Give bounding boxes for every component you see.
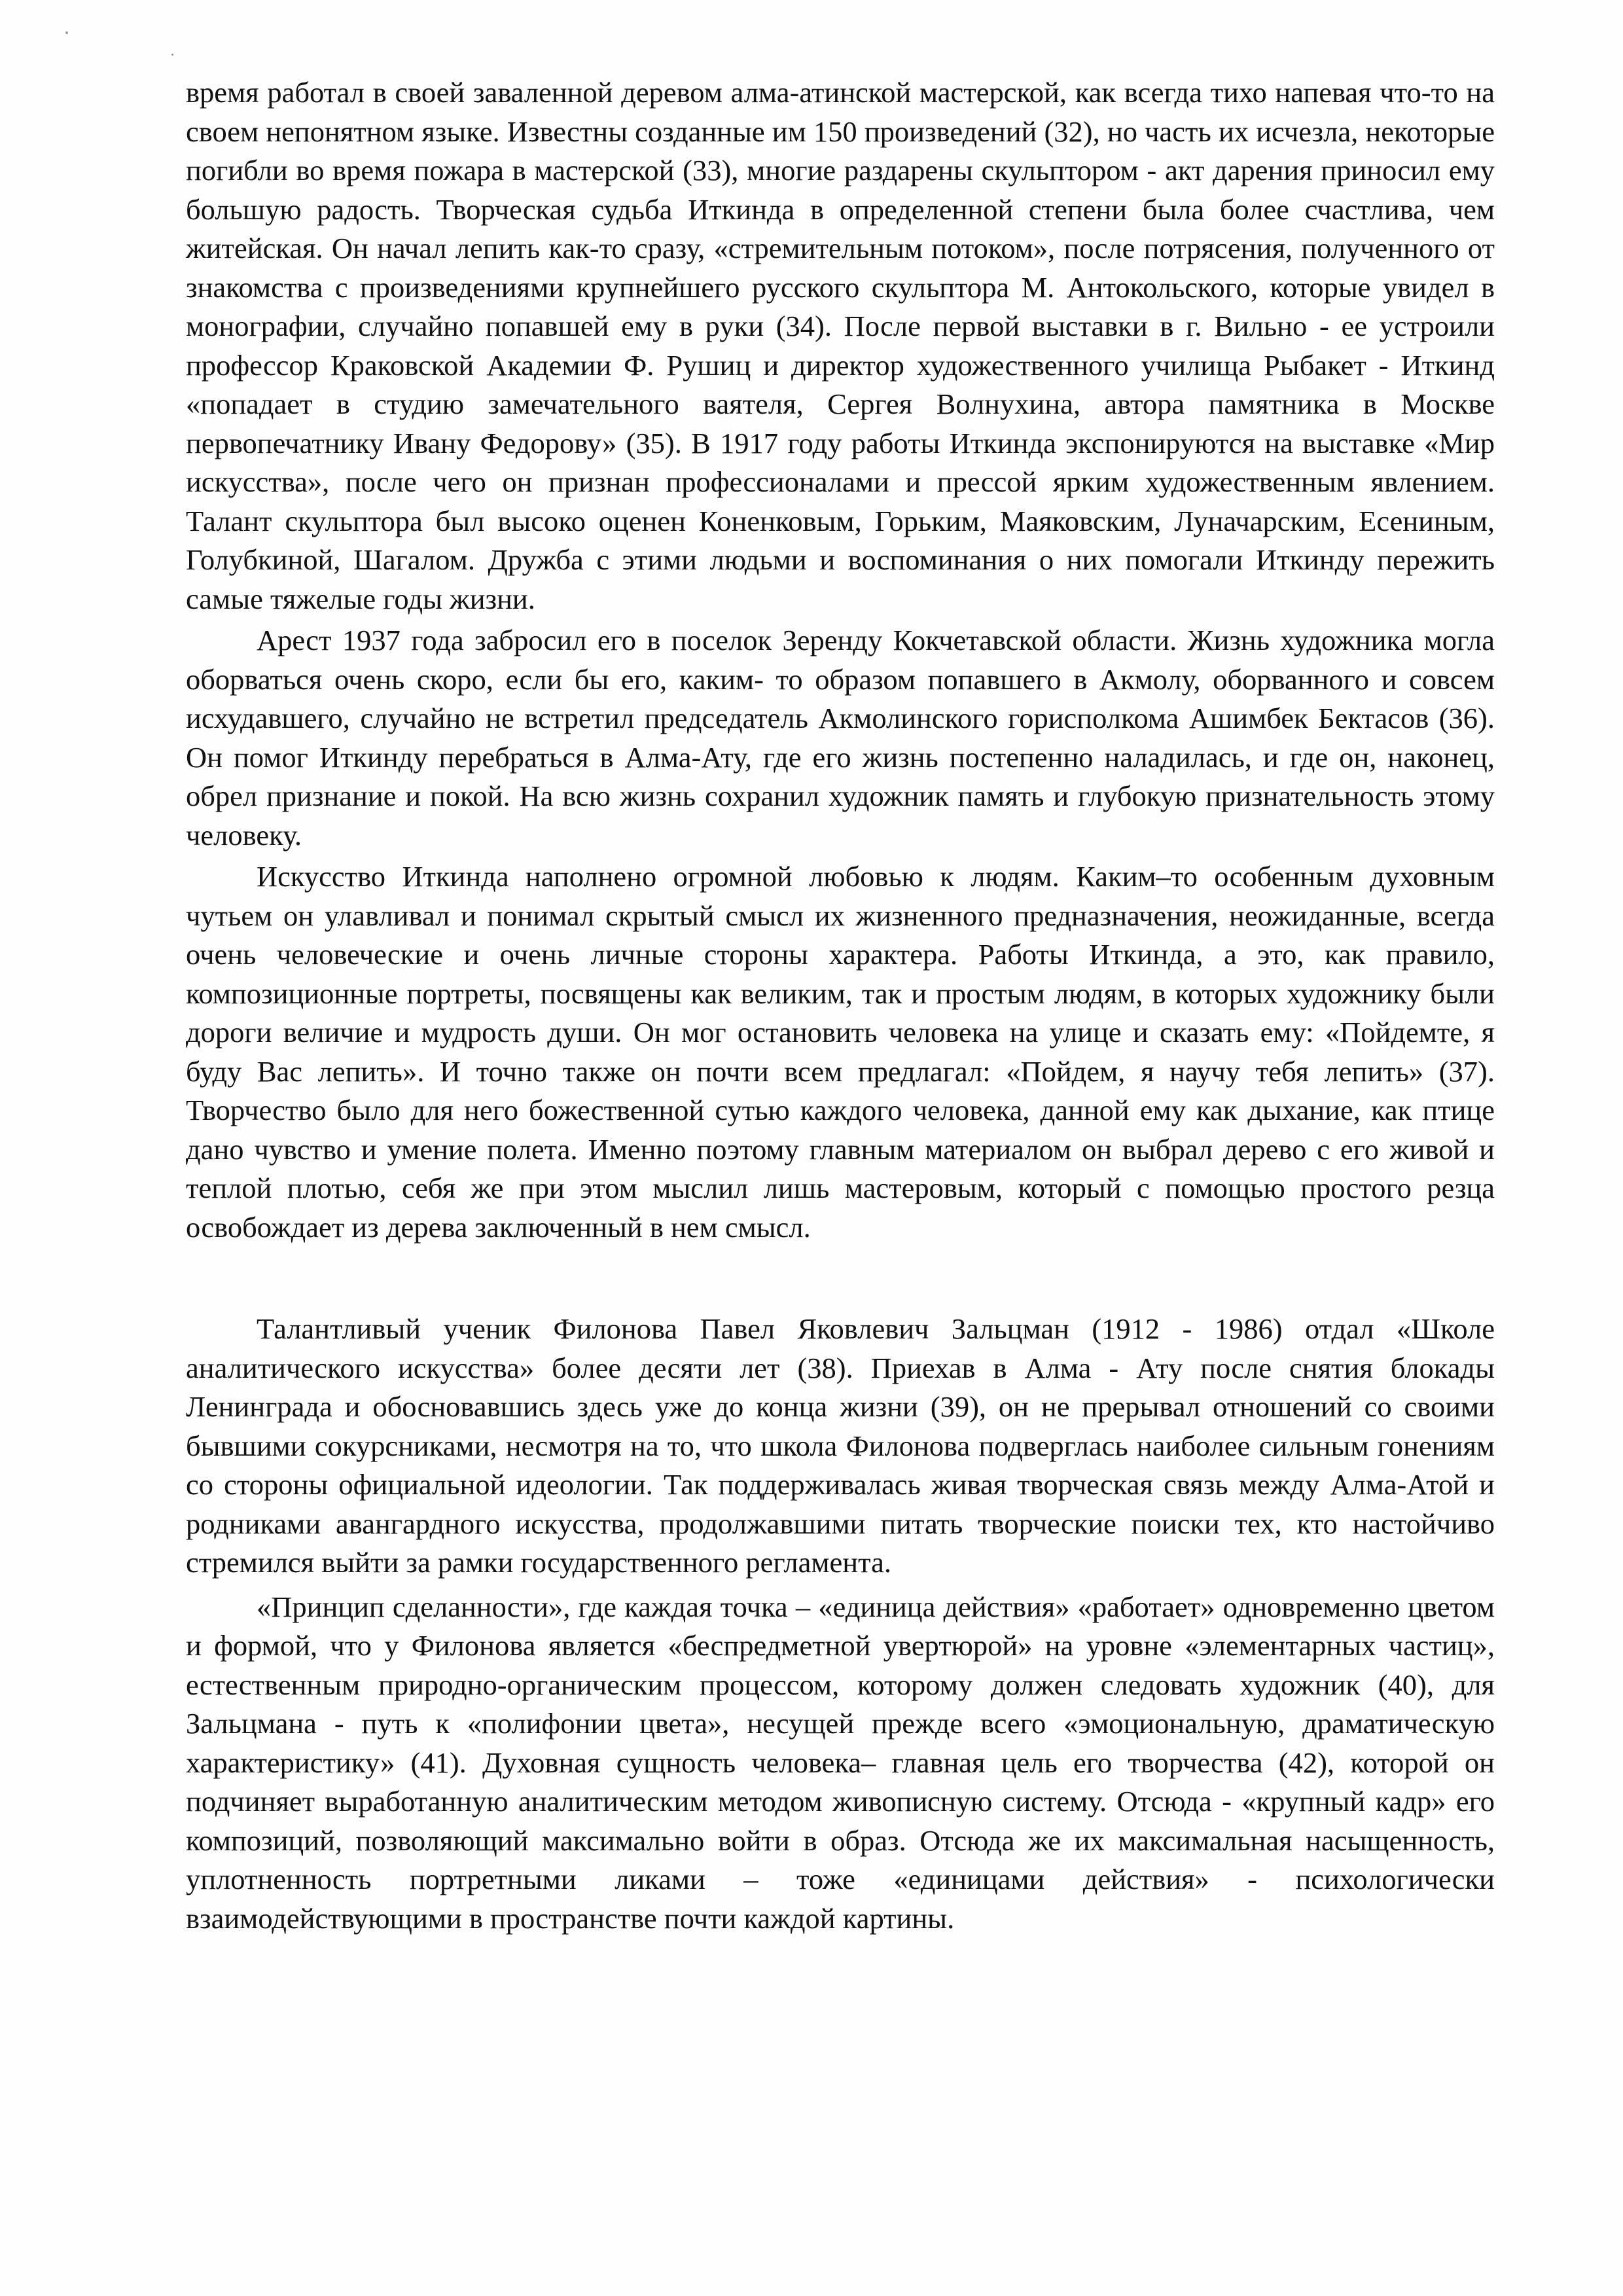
paragraph-itkind-career: время работал в своей заваленной деревом алма-атинской мастерской, как всегда тихо напевая что-то на своем непонятном языке. Известны созданные им 150 произведений (32), но часть их исчезла, некоторые погибли во время пожара в мастерской (33), многие раздарены скульптором - акт дарения приносил ему большую радость. Творческая судьба Иткинда в определенной степени была более счастлива, чем житейская. Он начал лепить как-то сразу, «стремительным потоком», после потрясения, полученного от знакомства с произведениями крупнейшего русского скульптора М. Антокольского, которые увидел в монографии, случайно попавшей ему в руки (34). После первой выставки в г. Вильно - ее устроили профессор Краковской Академии Ф. Рушиц и директор художественного училища Рыбакет - Иткинд «попадает в студию замечательного ваятеля, Сергея Волнухина, автора памятника в Москве первопечатнику Ивану Федорову» (35). В 1917 году работы Иткинда экспонируются на выставке «Мир искусства», после чего он признан профессионалами и прессой ярким художественным явлением. Талант скульптора был высоко оценен Коненковым, Горьким, Маяковским, Луначарским, Есениным, Голубкиной, Шагалом. Дружба с этими людьми и воспоминания о них помогали Иткинду пережить самые тяжелые годы жизни. <box>186 76 1495 615</box>
paragraph-itkind-arrest: Арест 1937 года забросил его в поселок Зеренду Кокчетавской области. Жизнь художника могла оборваться очень скоро, если бы его, каким- то образом попавшего в Акмолу, оборванного и совсем исхудавшего, случайно не встретил председатель Акмолинского горисполкома Ашимбек Бектасов (36). Он помог Иткинду перебраться в Алма-Ату, где его жизнь постепенно наладилась, и где он, наконец, обрел признание и покой. На всю жизнь сохранил художник память и глубокую признательность этому человеку. <box>186 624 1495 852</box>
paragraph-principle: «Принцип сделанности», где каждая точка – «единица действия» «работает» одновременно цветом и формой, что у Филонова является «беспредметной увертюрой» на уровне «элементарных частиц», естественным природно-органическим процессом, которому должен следовать художник (40), для Зальцмана - путь к «полифонии цвета», несущей прежде всего «эмоциональную, драматическую характеристику» (41). Духовная сущность человека– главная цель его творчества (42), которой он подчиняет выработанную аналитическим методом живописную систему. Отсюда - «крупный кадр» его композиций, позволяющий максимально войти в образ. Отсюда же их максимальная насыщенность, уплотненность портретными ликами – тоже «единицами действия» - психологически взаимодействующими в пространстве почти каждой картины. <box>186 1590 1495 1935</box>
scan-speck <box>65 31 68 34</box>
body-text <box>186 73 1495 1938</box>
paragraph-itkind-art: Искусство Иткинда наполнено огромной любовью к людям. Каким–то особенным духовным чутьем он улавливал и понимал скрытый смысл их жизненного предназначения, неожиданные, всегда очень человеческие и очень личные стороны характера. Работы Иткинда, а это, как правило, композиционные портреты, посвящены как великим, так и простым людям, в которых художнику были дороги величие и мудрость души. Он мог остановить человека на улице и сказать ему: «Пойдемте, я буду Вас лепить». И точно также он почти всем предлагал: «Пойдем, я научу тебя лепить» (37). Творчество было для него божественной сутью каждого человека, данной ему как дыхание, как птице дано чувство и умение полета. Именно поэтому главным материалом он выбрал дерево с его живой и теплой плотью, себя же при этом мыслил лишь мастеровым, который с помощью простого резца освобождает из дерева заключенный в нем смысл. <box>186 860 1495 1244</box>
scan-speck <box>171 54 173 56</box>
paragraph-zaltsman: Талантливый ученик Филонова Павел Яковлевич Зальцман (1912 - 1986) отдал «Школе аналитического искусства» более десяти лет (38). Приехав в Алма - Ату после снятия блокады Ленинграда и обосновавшись здесь уже до конца жизни (39), он не прерывал отношений со своими бывшими сокурсниками, несмотря на то, что школа Филонова подверглась наиболее сильным гонениям со стороны официальной идеологии. Так поддерживалась живая творческая связь между Алма-Атой и родниками авангардного искусства, продолжавшими питать творческие поиски тех, кто настойчиво стремился выйти за рамки государственного регламента. <box>186 1312 1495 1579</box>
